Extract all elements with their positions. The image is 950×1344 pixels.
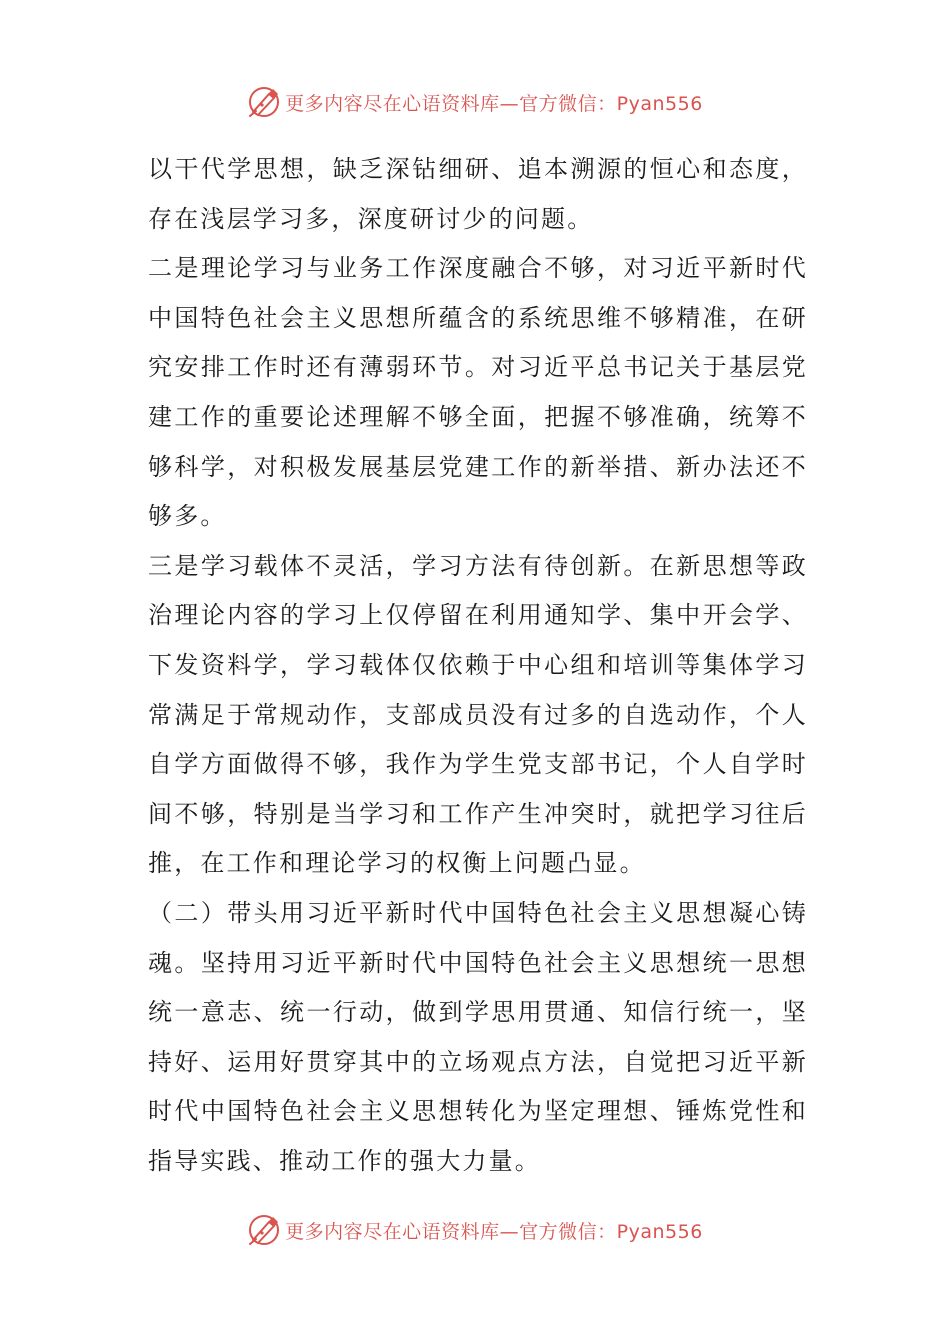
header-watermark-banner xyxy=(0,82,950,122)
paragraph-2: 二是理论学习与业务工作深度融合不够，对习近平新时代中国特色社会主义思想所蕴含的系统思维不够精准，在研究安排工作时还有薄弱环节。对习近平总书记关于基层党建工作的重要论述理解不够全面，把握不够准确，统筹不够科学，对积极发展基层党建工作的新举措、新办法还不够多。 xyxy=(148,254,808,531)
paragraph-1: 以干代学思想，缺乏深钻细研、追本溯源的恒心和态度，存在浅层学习多，深度研讨少的问题。 xyxy=(148,155,808,233)
footer-watermark-text: 更多内容尽在心语资料库—官方微信：Pyan556 xyxy=(285,1220,703,1243)
header-watermark-text: 更多内容尽在心语资料库—官方微信：Pyan556 xyxy=(285,92,703,115)
document-body xyxy=(148,145,808,1186)
paragraph-3: 三是学习载体不灵活，学习方法有待创新。在新思想等政治理论内容的学习上仅停留在利用通知学、集中开会学、下发资料学，学习载体仅依赖于中心组和培训等集体学习常满足于常规动作，支部成员没有过多的自选动作，个人自学方面做得不够，我作为学生党支部书记，个人自学时间不够，特别是当学习和工作产生冲突时，就把学习往后推，在工作和理论学习的权衡上问题凸显。 xyxy=(148,551,808,878)
pen-nib-logo-icon xyxy=(247,85,281,119)
pen-nib-logo-icon xyxy=(247,1213,281,1247)
footer-watermark-banner xyxy=(0,1210,950,1250)
paragraph-4: （二）带头用习近平新时代中国特色社会主义思想凝心铸魂。坚持用习近平新时代中国特色社会主义思想统一思想统一意志、统一行动，做到学思用贯通、知信行统一，坚持好、运用好贯穿其中的立场观点方法，自觉把习近平新时代中国特色社会主义思想转化为坚定理想、锤炼党性和指导实践、推动工作的强大力量。 xyxy=(148,898,808,1175)
